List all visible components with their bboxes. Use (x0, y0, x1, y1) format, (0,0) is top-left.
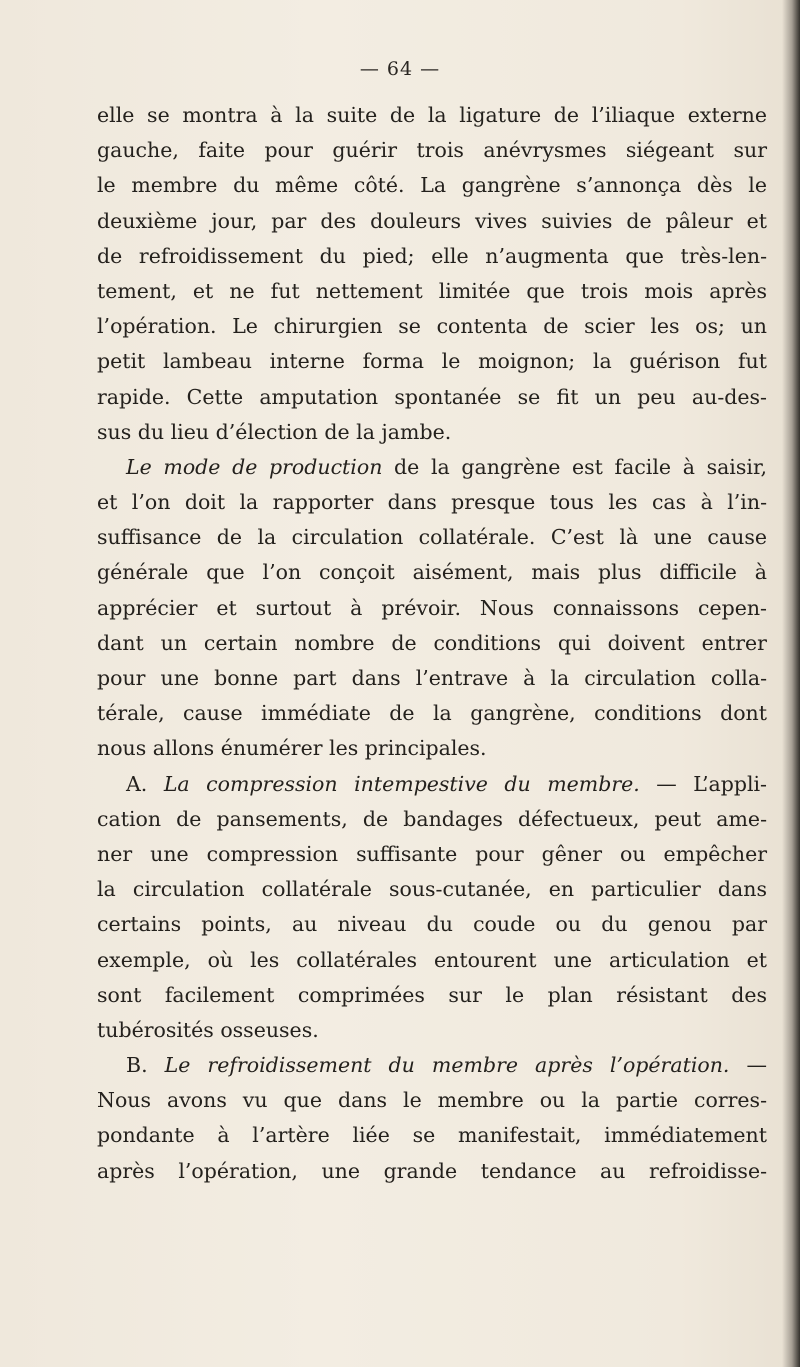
text-line (97, 168, 767, 203)
section-a-heading-line (97, 767, 767, 802)
line-text: nous allons énumérer les principales. (97, 736, 487, 761)
text-line (97, 591, 767, 626)
line-text: après l’opération, une grande tendance au refroidisse- (97, 1158, 767, 1183)
text-line (97, 872, 767, 907)
text-line (97, 555, 767, 590)
line-text: de la gangrène est facile à saisir, (382, 454, 768, 479)
text-line (97, 802, 767, 837)
line-text: de refroidissement du pied; elle n’augmenta que très-len- (97, 243, 767, 268)
text-line (97, 731, 767, 766)
line-text: pondante à l’artère liée se manifestait, immédiatement (97, 1123, 767, 1148)
text-line (97, 415, 767, 450)
line-text: cation de pansements, de bandages défectueux, peut ame- (97, 806, 767, 831)
line-text: sus du lieu d’élection de la jambe. (97, 419, 452, 444)
line-text: le membre du même côté. La gangrène s’annonça dès le (97, 173, 767, 198)
text-line (97, 485, 767, 520)
line-text: ner une compression suffisante pour gêner ou empêcher (97, 841, 767, 866)
line-text: elle se montra à la suite de la ligature de l’iliaque externe (97, 103, 767, 127)
line-text: certains points, au niveau du coude ou du genou par (97, 912, 767, 937)
text-line (97, 837, 767, 872)
text-line (97, 978, 767, 1013)
line-text: exemple, où les collatérales entourent une articulation et (97, 947, 767, 972)
body-text (97, 98, 767, 1189)
text-line (97, 907, 767, 942)
text-line (97, 661, 767, 696)
text-line (97, 239, 767, 274)
line-text: rapide. Cette amputation spontanée se fit un peu au-des- (97, 384, 767, 409)
line-text: l’opération. Le chirurgien se contenta de scier les os; un (97, 314, 767, 339)
section-letter: B. (126, 1053, 165, 1078)
text-line (97, 943, 767, 978)
text-line (97, 98, 767, 133)
line-text: — (729, 1053, 767, 1078)
line-text: pour une bonne part dans l’entrave à la circulation colla- (97, 666, 767, 690)
line-text: dant un certain nombre de conditions qui doivent entrer (97, 630, 767, 655)
line-text: — L’appli- (639, 771, 767, 796)
text-line (97, 204, 767, 239)
section-title: La compression intempestive du membre. (163, 771, 640, 796)
text-line (97, 1083, 767, 1118)
line-text: et l’on doit la rapporter dans presque tous les cas à l’in- (97, 490, 767, 515)
line-text: générale que l’on conçoit aisément, mais plus difficile à (97, 560, 767, 585)
text-line (97, 274, 767, 309)
section-title: Le refroidissement du membre après l’opération. (164, 1053, 730, 1078)
page-number: — 64 — (359, 58, 441, 80)
text-line (97, 1013, 767, 1048)
paragraph-start-line (97, 450, 767, 485)
line-text: Nous avons vu que dans le membre ou la partie corres- (97, 1088, 767, 1113)
section-letter: A. (126, 771, 164, 796)
line-text: sont facilement comprimées sur le plan résistant des (97, 982, 767, 1007)
line-italic-text: Le mode de production (126, 454, 383, 479)
line-text: deuxième jour, par des douleurs vives suivies de pâleur et (97, 208, 767, 233)
text-line (97, 520, 767, 555)
text-line (97, 133, 767, 168)
page-edge-shadow (782, 0, 800, 1367)
line-text: tement, et ne fut nettement limitée que trois mois après (97, 278, 767, 303)
text-line (97, 1118, 767, 1153)
text-line (97, 1154, 767, 1189)
line-text: gauche, faite pour guérir trois anévrysmes siégeant sur (97, 138, 767, 163)
text-line (97, 626, 767, 661)
line-text: petit lambeau interne forma le moignon; la guérison fut (97, 349, 767, 374)
text-line (97, 696, 767, 731)
line-text: apprécier et surtout à prévoir. Nous connaissons cepen- (97, 595, 767, 620)
line-text: suffisance de la circulation collatérale. C’est là une cause (97, 525, 767, 550)
text-line (97, 309, 767, 344)
section-b-heading-line (97, 1048, 767, 1083)
text-line (97, 380, 767, 415)
line-text: la circulation collatérale sous-cutanée, en particulier dans (97, 877, 767, 902)
text-line (97, 344, 767, 379)
line-text: térale, cause immédiate de la gangrène, conditions dont (97, 701, 767, 726)
line-text: tubérosités osseuses. (97, 1017, 319, 1042)
